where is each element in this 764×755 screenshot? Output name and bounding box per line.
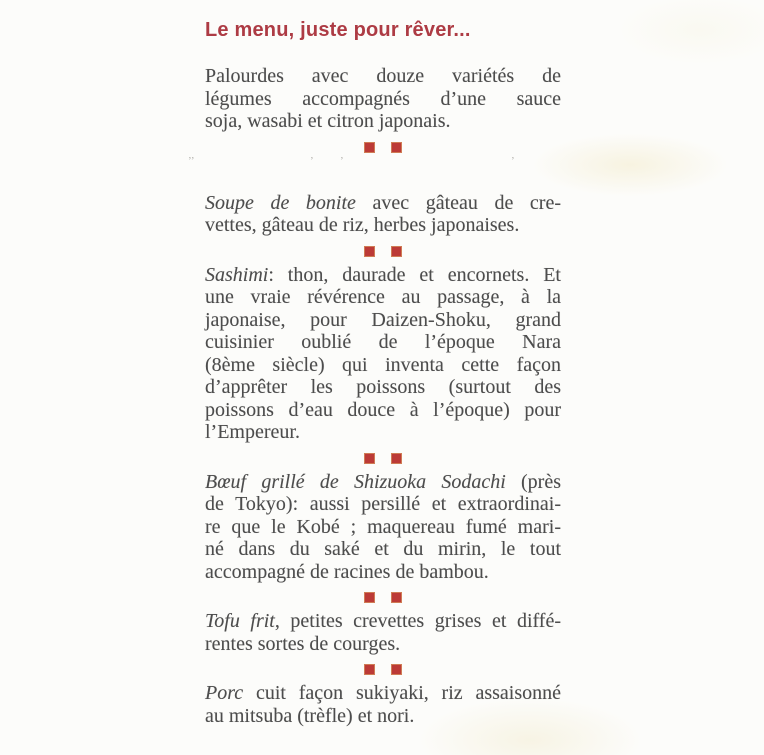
paragraph-line: [205, 561, 561, 584]
paragraph-line: [205, 682, 561, 705]
line-text: cuit façon sukiyaki, riz assaisonné: [243, 682, 561, 704]
line-text: rentes sortes de courges.: [205, 632, 401, 655]
menu-paragraph: [205, 471, 561, 584]
menu-paragraph: [205, 610, 561, 655]
scan-ghost-line: [188, 154, 561, 171]
menu-paragraph: [205, 65, 561, 133]
section-separator: [205, 453, 561, 464]
red-square-ornament: [391, 664, 402, 675]
paragraph-line: [205, 471, 561, 494]
paragraph-line: [205, 110, 561, 133]
red-square-ornament: [364, 664, 375, 675]
line-text: poissons d’eau douce à l’époque) pour: [205, 398, 561, 421]
line-text: Palourdes avec douze variétés de: [205, 65, 561, 87]
scanned-menu-page: [0, 18, 764, 755]
line-text: légumes accompagnés d’une sauce: [205, 87, 561, 110]
paragraph-line: [205, 516, 561, 539]
paragraph-line: [205, 214, 561, 237]
menu-heading: Le menu, juste pour rêver...: [205, 19, 471, 41]
paragraph-line: [205, 633, 561, 656]
dish-name-italic: Soupe de bonite: [205, 191, 356, 214]
menu-paragraph: [205, 192, 561, 237]
line-text: accompagné de racines de bambou.: [205, 560, 489, 583]
red-square-ornament: [364, 592, 375, 603]
line-text: re que le Kobé ; maquereau fumé mari-: [205, 515, 561, 538]
paragraph-line: [205, 331, 561, 354]
red-square-ornament: [391, 246, 402, 257]
section-separator: [205, 664, 561, 675]
line-text: né dans du saké et du mirin, le tout: [205, 538, 561, 560]
paragraph-line: [205, 376, 561, 399]
paragraph-line: [205, 354, 561, 377]
paragraph-line: [205, 88, 561, 111]
section-separator: [205, 142, 561, 153]
red-square-ornament: [391, 453, 402, 464]
line-text: d’apprêter les poissons (surtout des: [205, 376, 561, 398]
scan-artifact-mark: ’: [340, 154, 344, 167]
dish-name-italic: Porc: [205, 682, 244, 704]
line-text: de Tokyo): aussi persillé et extraordinai-: [205, 493, 561, 515]
red-square-ornament: [364, 453, 375, 464]
line-text: avec gâteau de cre-: [355, 191, 561, 214]
paragraph-line: [205, 264, 561, 287]
scan-artifact-mark: ’’: [188, 154, 195, 167]
dish-name-italic: Bœuf grillé de Shizuoka Sodachi: [205, 470, 506, 493]
line-text: vettes, gâteau de riz, herbes japonaises.: [205, 214, 520, 236]
paragraph-line: [205, 309, 561, 332]
paragraph-line: [205, 192, 561, 215]
section-separator: [205, 246, 561, 257]
line-text: l’Empereur.: [205, 421, 300, 443]
menu-paragraph: [205, 264, 561, 444]
paragraph-line: [205, 538, 561, 561]
dish-name-italic: Sashimi: [205, 263, 269, 286]
line-text: (près: [505, 470, 561, 493]
red-square-ornament: [391, 592, 402, 603]
red-square-ornament: [364, 142, 375, 153]
section-separator: [205, 592, 561, 603]
paragraph-line: [205, 286, 561, 309]
paragraph-line: [205, 399, 561, 422]
line-text: : thon, daurade et encornets. Et: [268, 263, 561, 286]
line-text: , petites crevettes grises et diffé-: [274, 610, 561, 632]
paragraph-line: [205, 705, 561, 728]
red-square-ornament: [391, 142, 402, 153]
menu-paragraph: [205, 682, 561, 727]
paragraph-line: [205, 610, 561, 633]
line-text: cuisinier oublié de l’époque Nara: [205, 331, 561, 353]
line-text: soja, wasabi et citron japonais.: [205, 110, 451, 132]
line-text: une vraie révérence au passage, à la: [205, 286, 561, 308]
paragraph-line: [205, 493, 561, 516]
paragraph-line: [205, 421, 561, 444]
line-text: japonaise, pour Daizen-Shoku, grand: [205, 308, 561, 331]
line-text: au mitsuba (trèfle) et nori.: [205, 704, 415, 727]
scan-artifact-mark: ’: [310, 154, 314, 167]
dish-name-italic: Tofu frit: [205, 610, 275, 632]
menu-content: [188, 65, 561, 727]
scan-artifact-mark: ’: [511, 154, 515, 167]
line-text: (8ème siècle) qui inventa cette façon: [205, 353, 561, 376]
paragraph-line: [205, 65, 561, 88]
red-square-ornament: [364, 246, 375, 257]
menu-column: [188, 18, 561, 727]
